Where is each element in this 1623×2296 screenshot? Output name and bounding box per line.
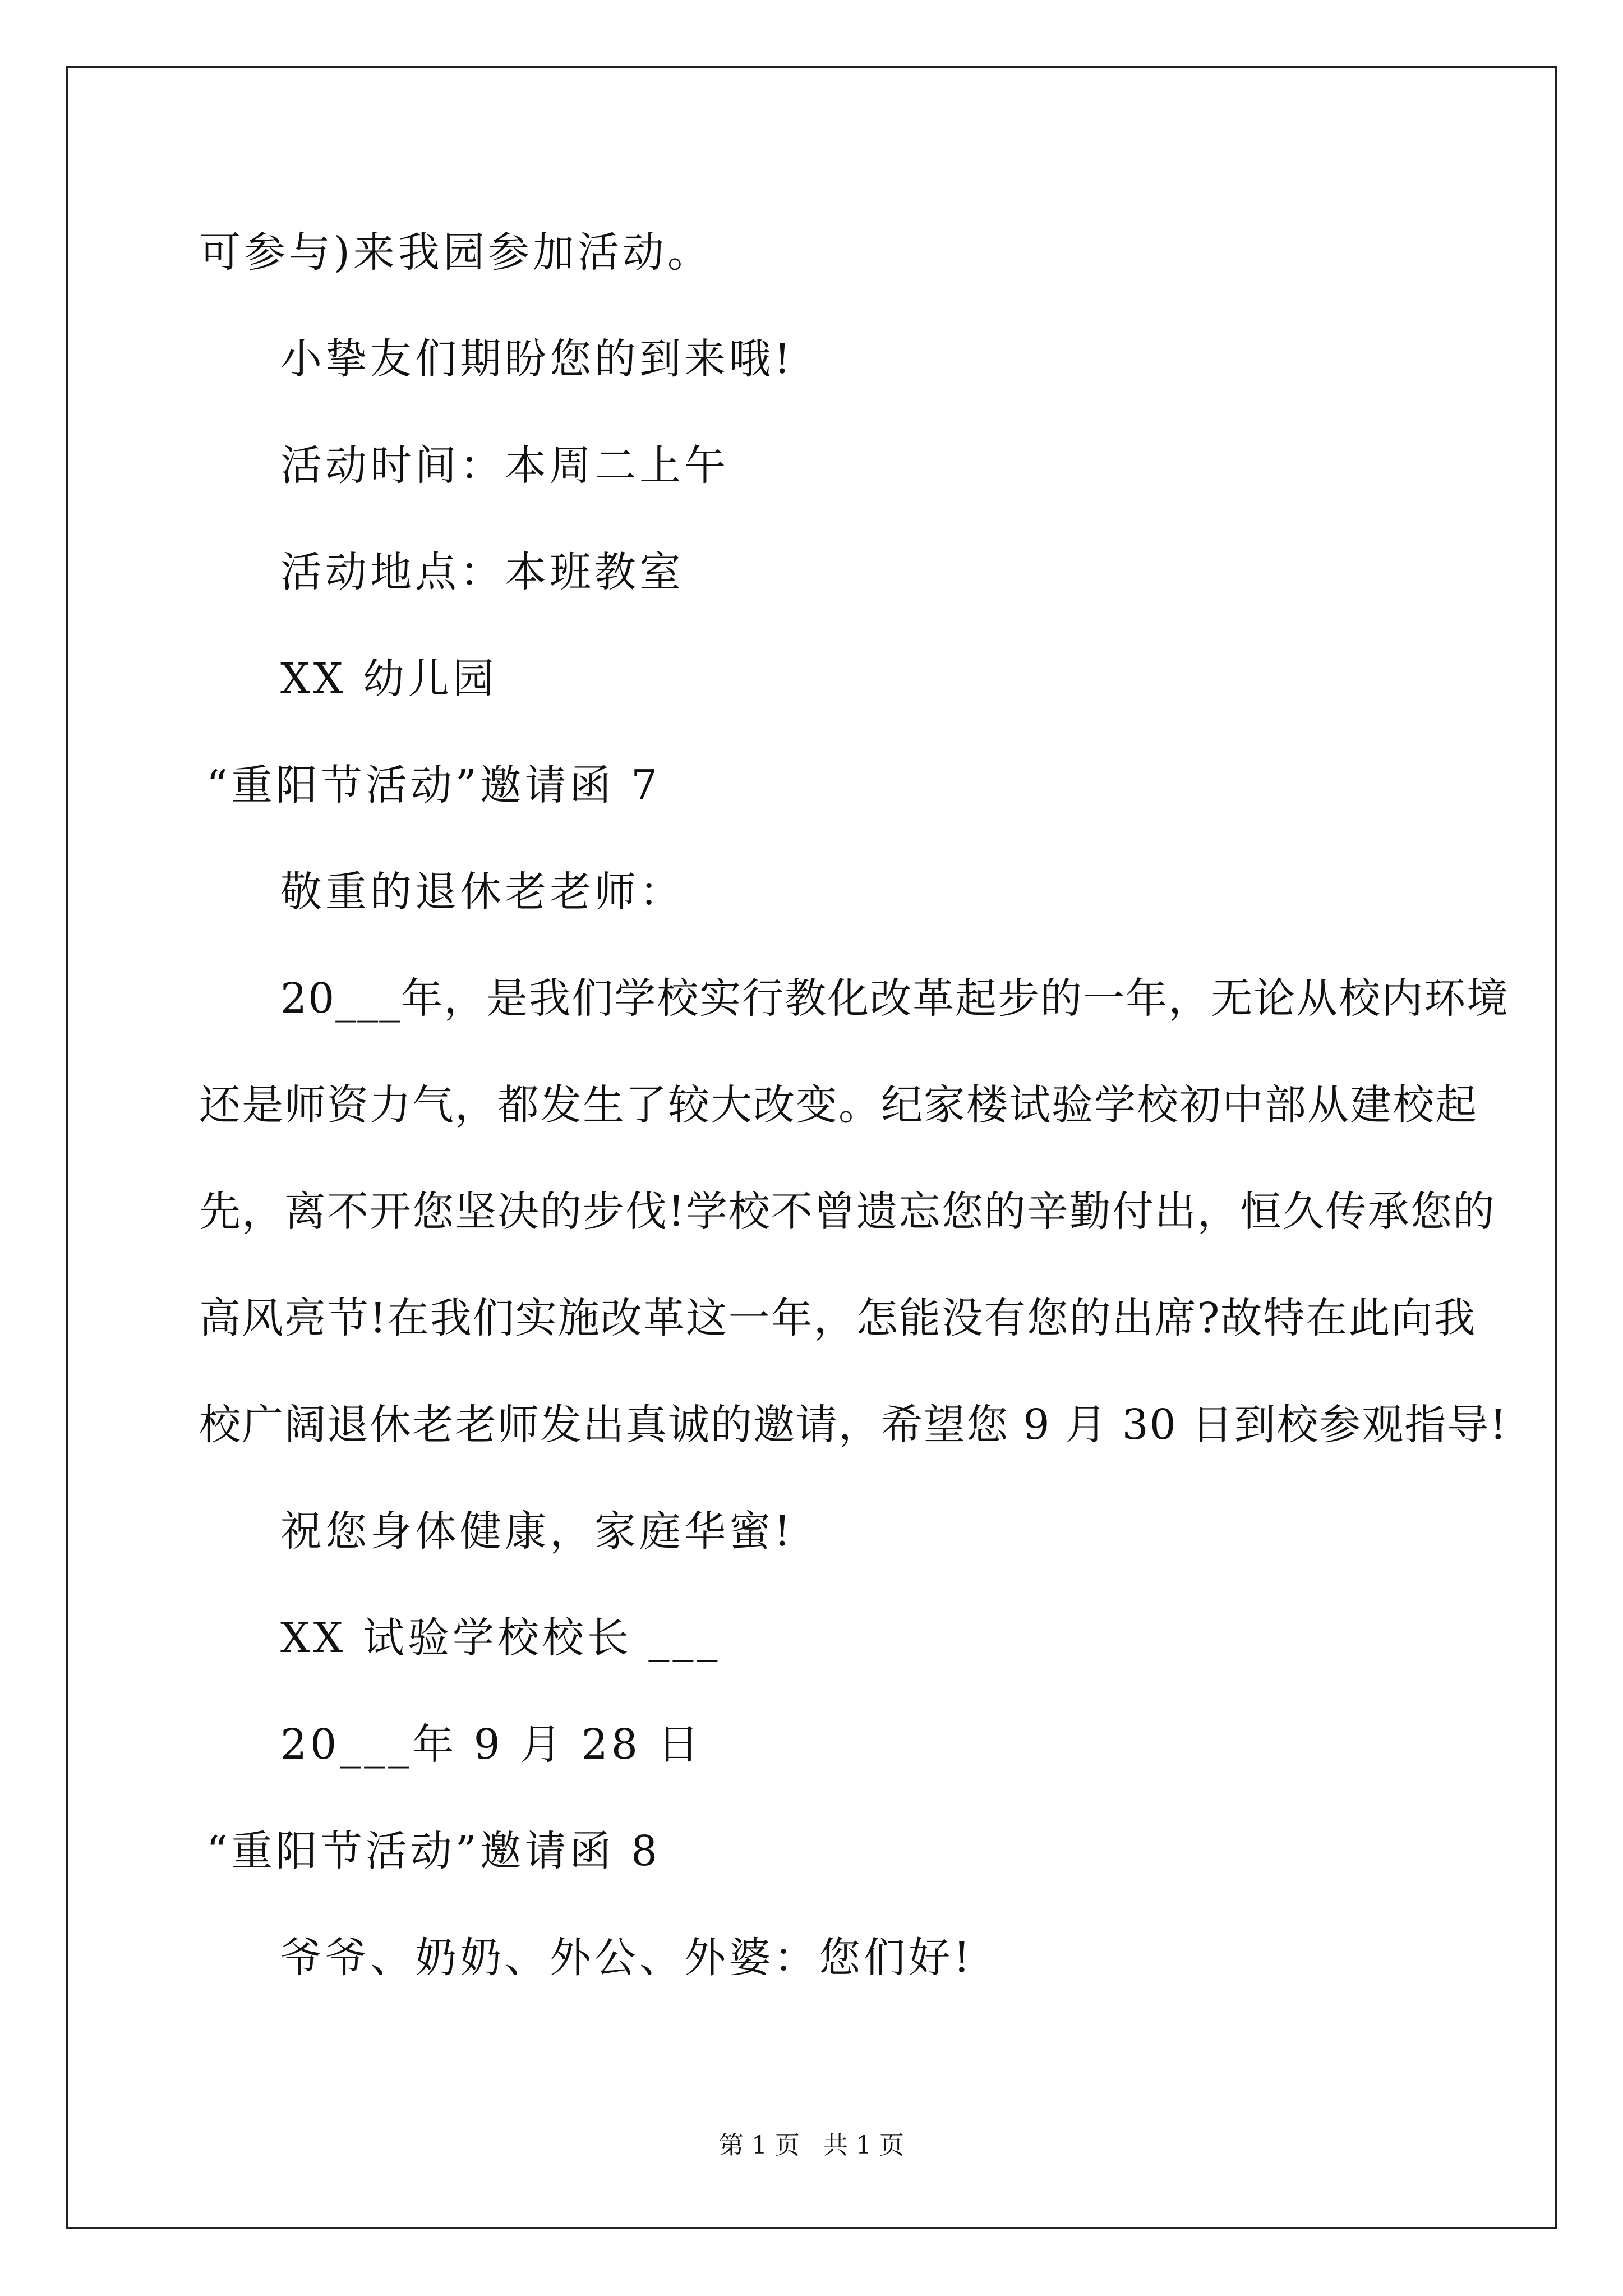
paragraph-line: 高风亮节!在我们实施改革这一年，怎能没有您的出席?故特在此向我 xyxy=(199,1294,1477,1342)
salutation: 敬重的退休老老师： xyxy=(280,868,684,916)
section-heading: “重阳节活动”邀请函 7 xyxy=(206,761,661,809)
page-footer: 第 1 页 共 1 页 xyxy=(719,2131,904,2160)
text-line: 活动时间：本周二上午 xyxy=(280,441,729,490)
date-line: 20___年 9 月 28 日 xyxy=(280,1720,703,1769)
salutation: 爷爷、奶奶、外公、外婆：您们好! xyxy=(280,1934,974,1982)
page-border xyxy=(66,66,1557,2229)
paragraph-line: 还是师资力气，都发生了较大改变。纪家楼试验学校初中部从建校起 xyxy=(199,1081,1478,1129)
text-line: XX 幼儿园 xyxy=(280,655,497,703)
paragraph-line: 先，离不开您坚决的步伐!学校不曾遗忘您的辛勤付出，恒久传承您的 xyxy=(199,1188,1496,1236)
paragraph-line: 20___年，是我们学校实行教化改革起步的一年，无论从校内环境 xyxy=(280,974,1510,1023)
paragraph-line: 校广阔退休老老师发出真诚的邀请，希望您 9 月 30 日到校参观指导! xyxy=(199,1401,1508,1449)
signature-line: XX 试验学校校长 ___ xyxy=(280,1614,721,1662)
text-line: 可参与)来我园参加活动。 xyxy=(199,228,712,277)
text-line: 活动地点：本班教室 xyxy=(280,548,684,596)
text-line: 祝您身体健康，家庭华蜜! xyxy=(280,1507,794,1556)
section-heading: “重阳节活动”邀请函 8 xyxy=(206,1827,661,1875)
text-line: 小挚友们期盼您的到来哦! xyxy=(280,335,794,383)
